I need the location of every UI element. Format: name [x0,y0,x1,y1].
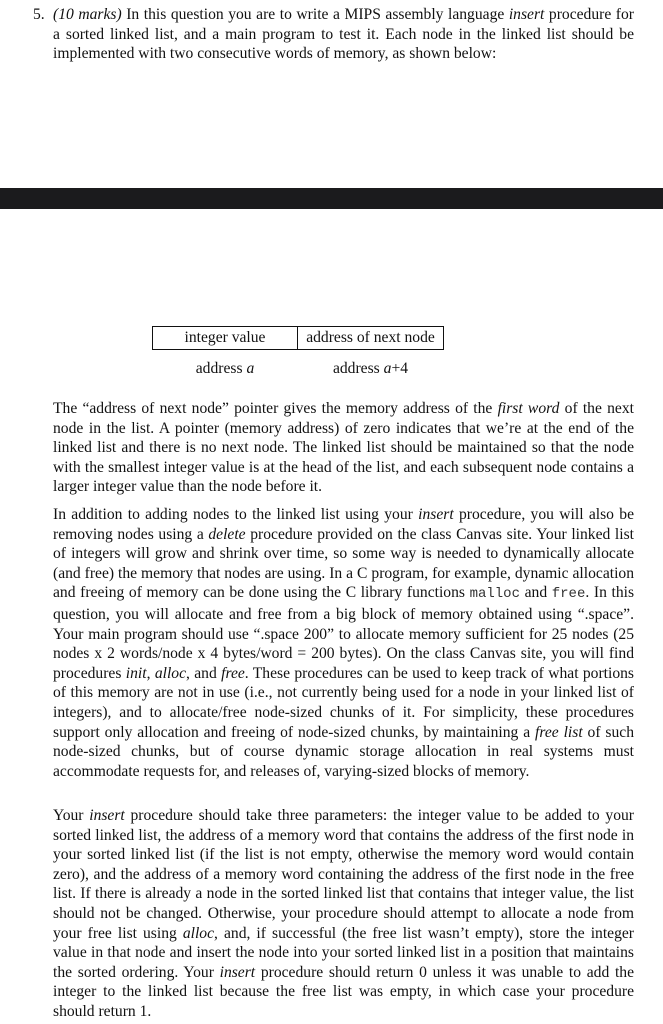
p2-text-a: In addition to adding nodes to the linked list using your [53,506,419,523]
p2-text-d: and [519,584,552,602]
p3-text-a: Your [53,807,90,824]
p2-text-f: , [146,664,155,682]
p3-em-alloc: alloc [182,924,215,942]
p2-em-free-list: free list [535,723,583,741]
p2-text-b: procedure, you will also be removing nodes using a [53,506,635,543]
code-malloc: malloc [469,586,520,603]
node-address-a [152,360,298,378]
p1-emphasis: first word [497,400,560,417]
p3-text-d: procedure should return 0 unless it was unable to add the integer to the linked list because the free list was empty, in which case your procedure should return 1. [53,963,634,1020]
paragraph-insert-spec [53,806,634,1022]
intro-emphasis: insert [508,6,545,23]
p1-text-b: of the next node in the list. A pointer (memory address) of zero indicates that we’re at the end of the linked list and there is no next node. The linked list should be maintained so that the node with the smallest integer value is at the head of the list, and each subsequent node contains a larger integer value than the node before it. [53,400,634,496]
addr-b-suffix: +4 [391,360,409,377]
p1-text-a: The “address of next node” pointer gives the memory address of the [53,400,498,417]
question-marks: (10 marks) [53,6,122,23]
paragraph-allocation [53,505,634,781]
p2-em-free: free [221,664,245,682]
p2-text-e: . In this question, you will allocate and free from a big block of memory obtained using “.space”. Your main program should use “.space 200” to allocate memory sufficient for 25 nodes (25 nodes x 2 words/node x 4 bytes/word = 200 bytes). On the class Canvas site, you will find procedures [53,584,635,682]
p2-text-g: , and [186,664,222,682]
p2-em-delete: delete [208,525,246,543]
p2-em-insert: insert [418,506,454,523]
intro-text-cont: procedure for a sorted linked list, and a main program to test it. Each node in the linked list should be implemented with two consecutive words of memory, as shown below: [53,6,634,63]
paragraph-pointer [53,399,634,497]
p3-em-insert: insert [89,807,125,824]
addr-b-var: a [383,360,392,377]
question-intro [33,5,634,64]
addr-a-var: a [246,360,255,377]
question-number: 5. [33,6,45,23]
node-cell-next-address: address of next node [297,326,444,350]
dark-divider-bar [0,188,663,209]
p2-text-c: procedure provided on the class Canvas site. Your linked list of integers will grow and shrink over time, so some way is needed to dynamically allocate (and free) the memory that nodes are using. In a C program, for example, dynamic allocation and freeing of memory can be done using the C library functions [53,525,635,602]
code-free: free [551,586,586,603]
p3-text-b: procedure should take three parameters: the integer value to be added to your sorted linked list, the address of a memory word that contains the address of the first node in your sorted linked list (if the list is not empty, otherwise the memory word would contain zero), and the address of a memory word containing the address of the first node in the free list. If there is already a node in the sorted linked list that contains that integer value, the list should not be changed. Otherwise, your procedure should attempt to allocate a node from your free list using [53,807,634,942]
p2-text-h: . These procedures can be used to keep track of what portions of this memory are not in use (i.e., not currently being used for a node in your linked list of integers), and to allocate/free node-sized chunks of it. For simplicity, these procedures support only allocation and freeing of node-sized chunks, by maintaining a [53,664,634,741]
p3-text-c: , and, if successful (the free list wasn’t empty), store the integer value in that node and insert the node into your sorted linked list in a position that maintains the sorted ordering. Your [53,924,634,981]
intro-text: In this question you are to write a MIPS assembly language [121,6,509,23]
addr-a-prefix: address [195,360,247,377]
p2-em-alloc: alloc [154,664,186,682]
p2-em-init: init [125,664,147,682]
p3-em-insert-2: insert [219,963,256,981]
p2-text-i: of such node-sized chunks, but of course dynamic storage allocation in real systems must accommodate requests for, and releases of, varying-sized blocks of memory. [53,723,635,780]
node-address-a-plus-4 [297,360,444,378]
node-cell-integer-value: integer value [152,326,298,350]
addr-b-prefix: address [332,360,384,377]
